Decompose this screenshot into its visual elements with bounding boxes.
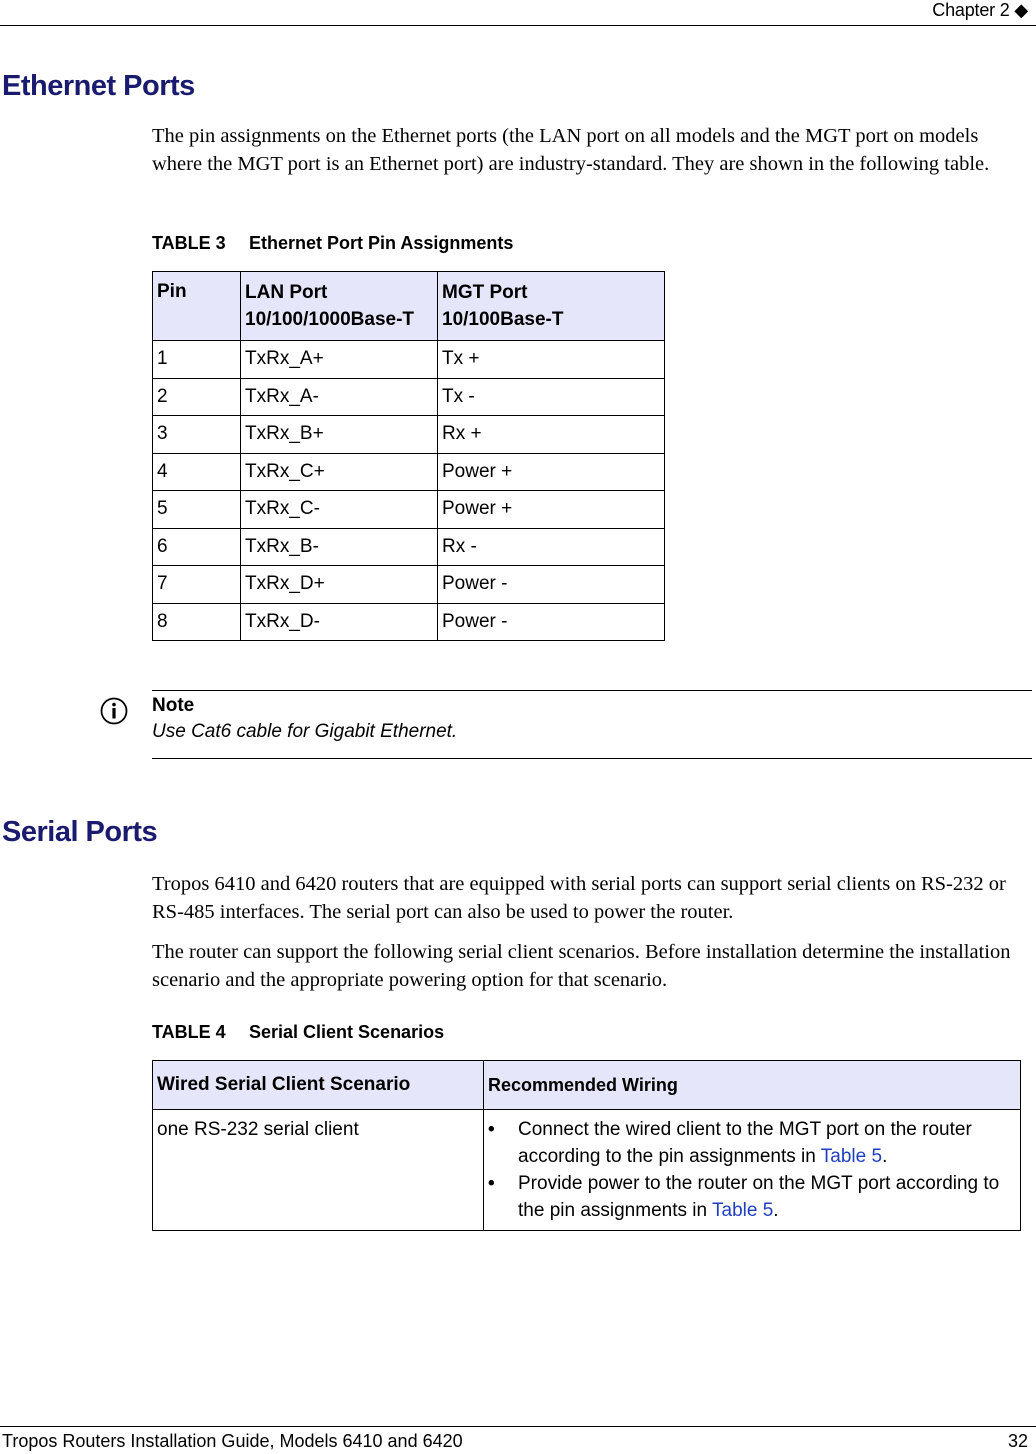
section-title-serial: Serial Ports	[2, 816, 158, 848]
table-caption-number: TABLE 3	[152, 233, 226, 253]
lan-cell: TxRx_B-	[241, 528, 438, 566]
lan-cell: TxRx_B+	[241, 416, 438, 454]
table-header-row	[153, 272, 665, 341]
note-rule-top	[152, 690, 1032, 691]
table-caption-title: Ethernet Port Pin Assignments	[249, 233, 514, 253]
bullet-marker: •	[488, 1173, 495, 1194]
scenario-cell: one RS-232 serial client	[153, 1110, 484, 1231]
table-row	[153, 566, 665, 604]
table-row	[153, 528, 665, 566]
column-header-lan-line1: LAN Port	[245, 282, 328, 303]
note-text: Use Cat6 cable for Gigabit Ethernet.	[152, 721, 458, 742]
mgt-cell: Power -	[438, 603, 665, 641]
bullet-marker: •	[488, 1119, 495, 1140]
table-5-link[interactable]: Table 5	[820, 1146, 883, 1167]
lan-cell: TxRx_C+	[241, 453, 438, 491]
mgt-cell: Rx -	[438, 528, 665, 566]
table-row	[153, 453, 665, 491]
table-header-row	[153, 1061, 1021, 1110]
column-header-mgt	[438, 272, 665, 341]
column-header-wiring: Recommended Wiring	[484, 1061, 1021, 1110]
mgt-cell: Power -	[438, 566, 665, 604]
bullet-period: .	[882, 1146, 888, 1167]
lan-cell: TxRx_A+	[241, 341, 438, 379]
table-caption-title: Serial Client Scenarios	[249, 1022, 445, 1042]
column-header-pin: Pin	[153, 272, 241, 341]
pin-cell: 7	[153, 566, 241, 604]
page-number: 32	[1007, 1431, 1028, 1451]
pin-cell: 3	[153, 416, 241, 454]
column-header-lan	[241, 272, 438, 341]
pin-cell: 6	[153, 528, 241, 566]
column-header-scenario: Wired Serial Client Scenario	[153, 1061, 484, 1110]
wiring-cell	[484, 1110, 1021, 1231]
ethernet-pin-table	[152, 271, 665, 641]
pin-cell: 1	[153, 341, 241, 379]
bullet-period: .	[773, 1200, 779, 1221]
bullet-text: Connect the wired client to the MGT port on the router according to the pin assignments in	[518, 1119, 972, 1167]
mgt-cell: Rx +	[438, 416, 665, 454]
pin-cell: 4	[153, 453, 241, 491]
table-caption-4	[152, 1022, 444, 1043]
table-row	[153, 416, 665, 454]
table-row	[153, 378, 665, 416]
serial-paragraph-2: The router can support the following serial client scenarios. Before installation determine the installation scenario and the appropriate powering option for that scenario.	[152, 941, 1011, 991]
column-header-mgt-line1: MGT Port	[442, 282, 528, 303]
header-rule	[0, 25, 1036, 26]
mgt-cell: Tx -	[438, 378, 665, 416]
note-label: Note	[152, 695, 195, 716]
lan-cell: TxRx_D+	[241, 566, 438, 604]
pin-cell: 8	[153, 603, 241, 641]
mgt-cell: Tx +	[438, 341, 665, 379]
table-row	[153, 341, 665, 379]
lan-cell: TxRx_A-	[241, 378, 438, 416]
lan-cell: TxRx_C-	[241, 491, 438, 529]
list-item	[488, 1170, 1016, 1224]
serial-scenarios-table	[152, 1060, 1021, 1231]
table-caption-3	[152, 233, 513, 254]
footer-document-title: Tropos Routers Installation Guide, Models 6410 and 6420	[2, 1431, 463, 1451]
table-row	[153, 1110, 1021, 1231]
running-header: Chapter 2 ◆	[932, 0, 1028, 20]
note-rule-bottom	[152, 758, 1032, 759]
column-header-lan-line2: 10/100/1000Base-T	[245, 309, 415, 330]
pin-cell: 2	[153, 378, 241, 416]
footer-rule	[0, 1426, 1036, 1427]
info-icon	[99, 696, 129, 726]
bullet-text: Provide power to the router on the MGT port according to the pin assignments in	[518, 1173, 1000, 1221]
table-5-link[interactable]: Table 5	[712, 1200, 774, 1221]
section-title-ethernet: Ethernet Ports	[2, 70, 195, 102]
mgt-cell: Power +	[438, 491, 665, 529]
column-header-mgt-line2: 10/100Base-T	[442, 309, 564, 330]
table-row	[153, 491, 665, 529]
mgt-cell: Power +	[438, 453, 665, 491]
lan-cell: TxRx_D-	[241, 603, 438, 641]
table-row	[153, 603, 665, 641]
ethernet-paragraph: The pin assignments on the Ethernet ports (the LAN port on all models and the MGT port on models where the MGT port is an Ethernet port) are industry-standard. They are shown in the following table.	[152, 125, 990, 175]
list-item	[488, 1116, 1016, 1170]
pin-cell: 5	[153, 491, 241, 529]
serial-paragraph-1: Tropos 6410 and 6420 routers that are equipped with serial ports can support serial clients on RS-232 or RS-485 interfaces. The serial port can also be used to power the router.	[152, 873, 1006, 923]
table-caption-number: TABLE 4	[152, 1022, 226, 1042]
wiring-bullet-list	[488, 1116, 1016, 1224]
